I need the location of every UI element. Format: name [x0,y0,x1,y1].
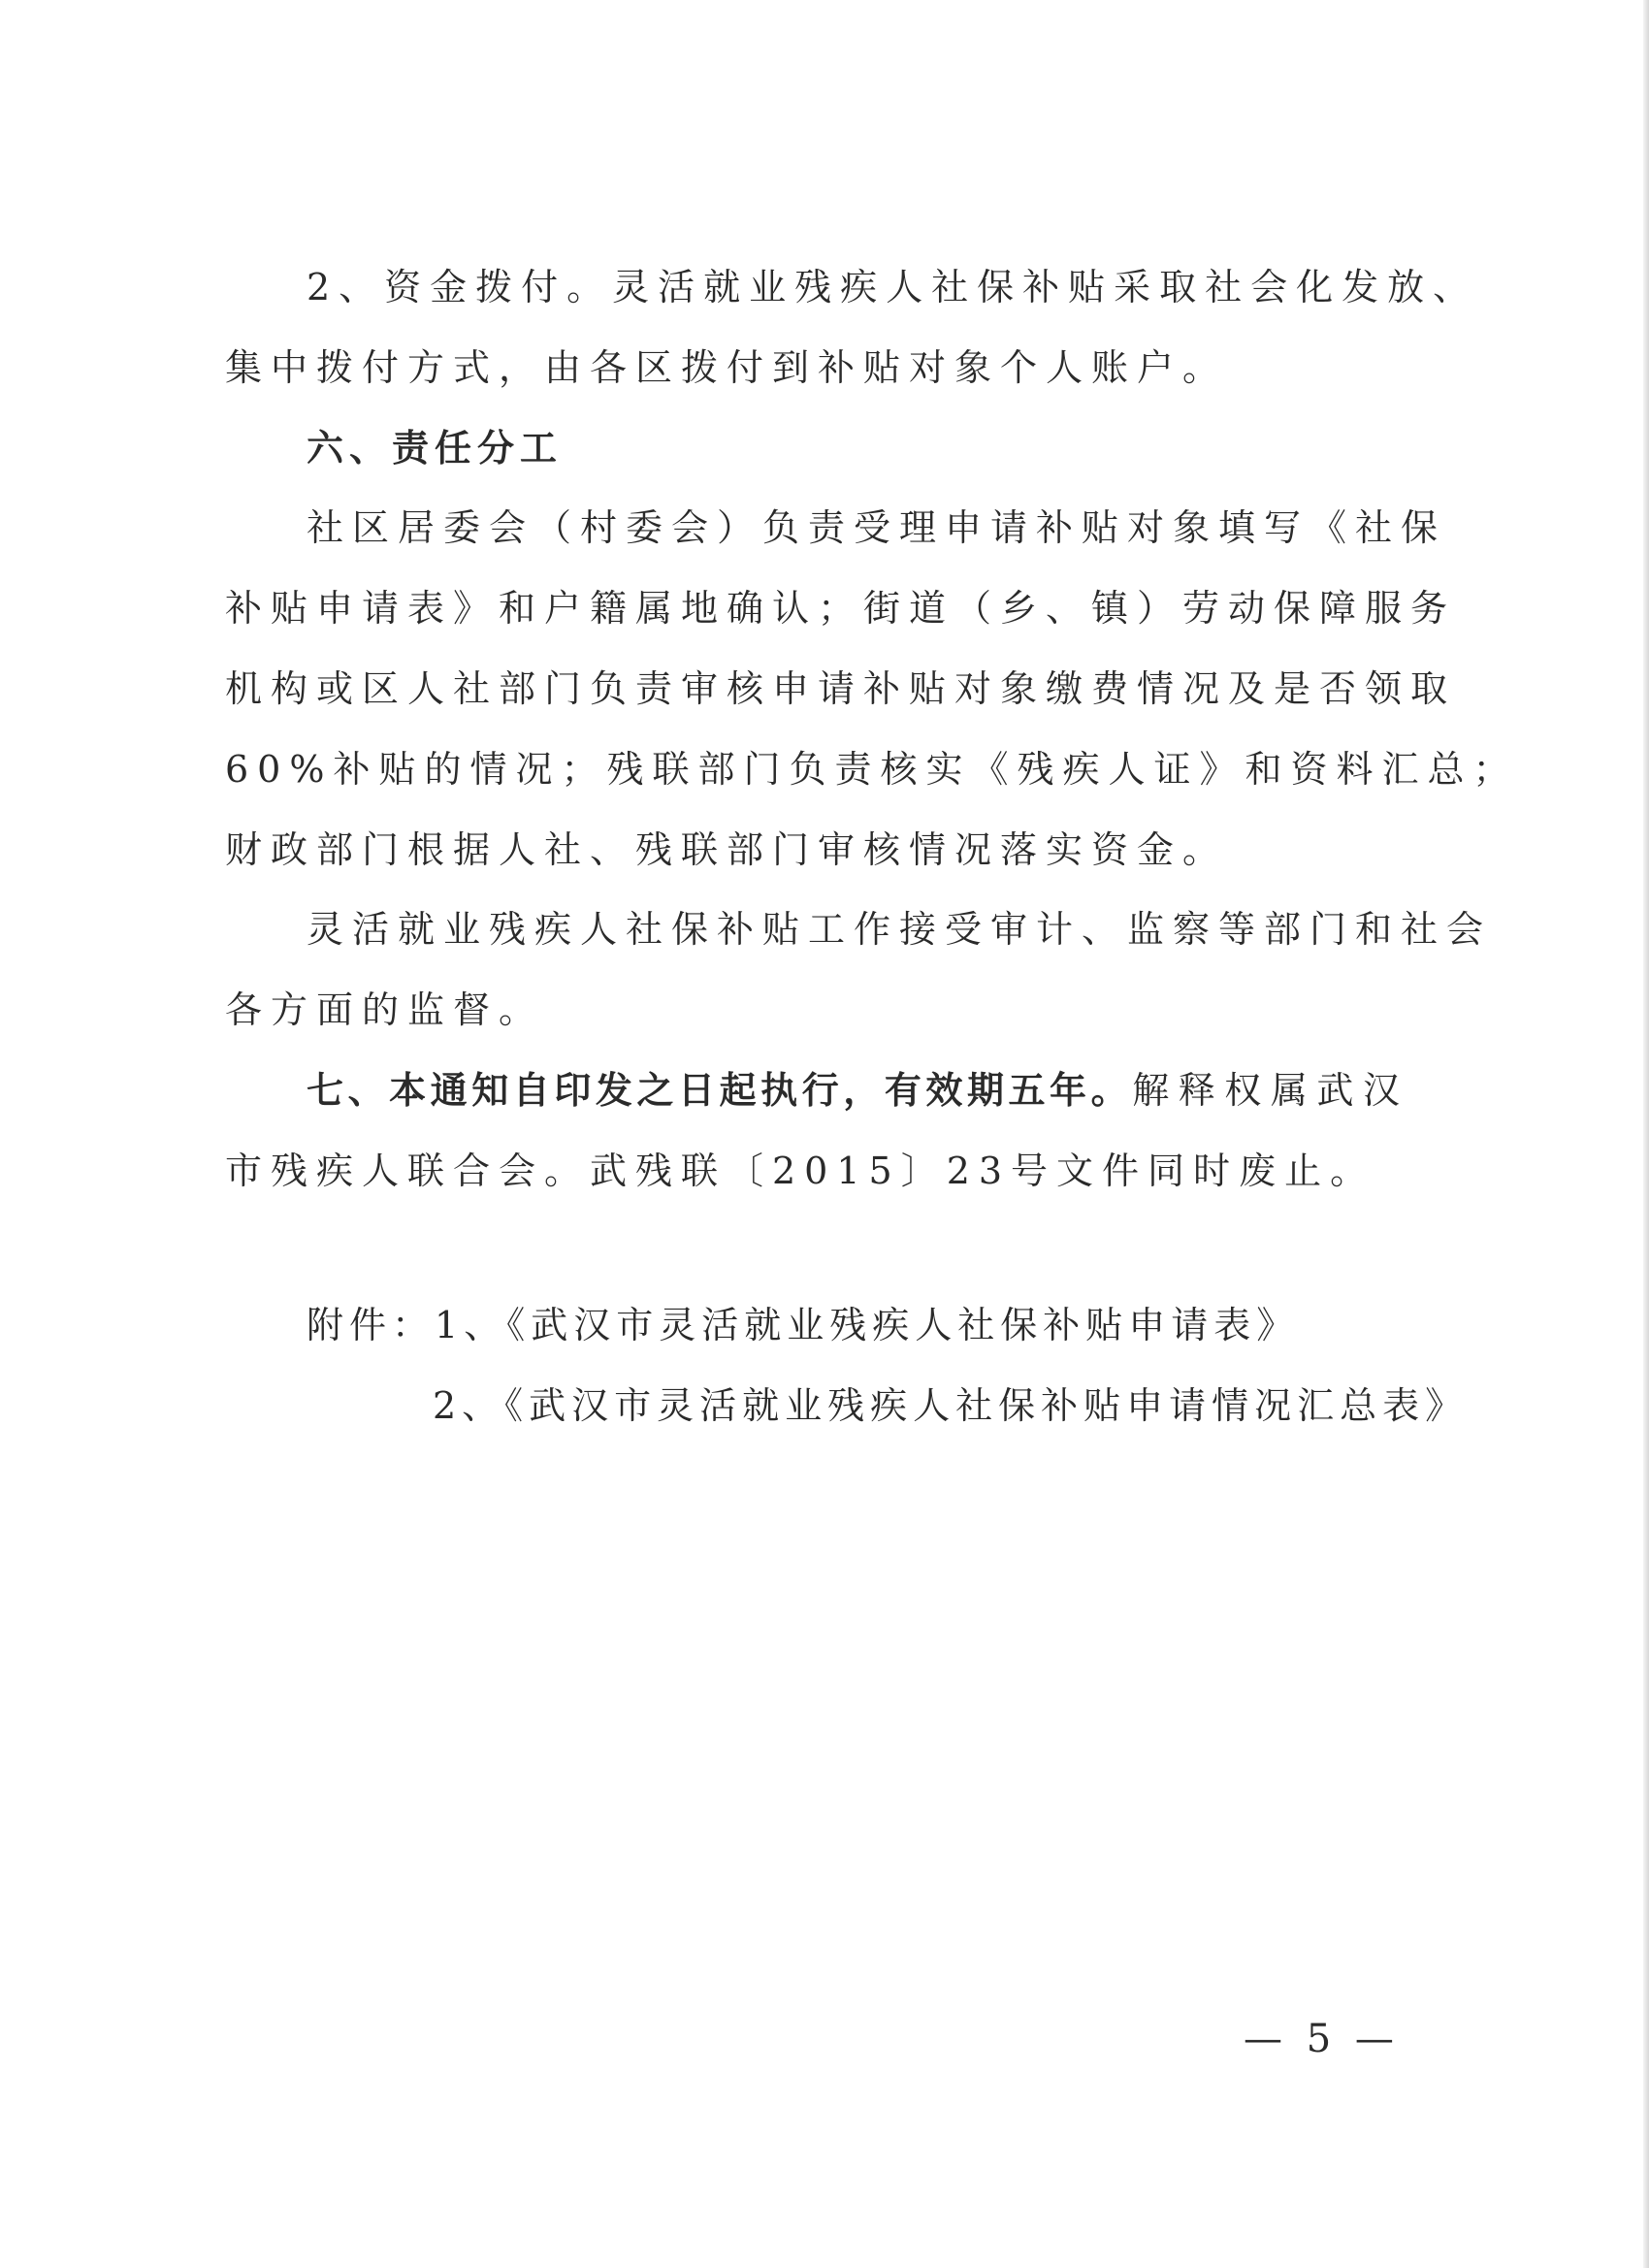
paragraph-responsibility-line-5: 财政部门根据人社、残联部门审核情况落实资金。 [225,828,1229,871]
attachment-item-2: 2、《武汉市灵活就业残疾人社保补贴申请情况汇总表》 [433,1384,1469,1427]
paragraph-supervision-line-1: 灵活就业残疾人社保补贴工作接受审计、监察等部门和社会 [307,908,1493,951]
paragraph-supervision-line-2: 各方面的监督。 [225,988,545,1031]
attachment-item-1: 1、《武汉市灵活就业残疾人社保补贴申请表》 [435,1304,1300,1346]
paragraph-section-7-line-1 [225,1067,1408,1114]
section-7-line-1-rest: 解释权属武汉 [1132,1069,1408,1112]
section-6-heading: 六、责任分工 [307,427,564,470]
paragraph-responsibility-line-1: 社区居委会（村委会）负责受理申请补贴对象填写《社保 [307,506,1447,549]
page-edge [1643,0,1649,2268]
paragraph-responsibility-line-2: 补贴申请表》和户籍属地确认；街道（乡、镇）劳动保障服务 [225,587,1457,630]
section-7-bold-text: 七、本通知自印发之日起执行，有效期五年。 [307,1069,1133,1112]
paragraph-fund-allocation-line-1: 2、资金拨付。灵活就业残疾人社保补贴采取社会化发放、 [307,266,1479,308]
paragraph-section-7-line-2: 市残疾人联合会。武残联〔2015〕23号文件同时废止。 [225,1150,1376,1192]
attachment-label: 附件： [307,1304,436,1346]
paragraph-responsibility-line-3: 机构或区人社部门负责审核申请补贴对象缴费情况及是否领取 [225,667,1457,710]
paragraph-responsibility-line-4: 60%补贴的情况；残联部门负责核实《残疾人证》和资料汇总； [225,748,1519,791]
paragraph-fund-allocation-line-2: 集中拨付方式，由各区拨付到补贴对象个人账户。 [225,346,1229,389]
attachment-line-1 [307,1302,1299,1348]
page-number: — 5 — [1244,2017,1400,2061]
